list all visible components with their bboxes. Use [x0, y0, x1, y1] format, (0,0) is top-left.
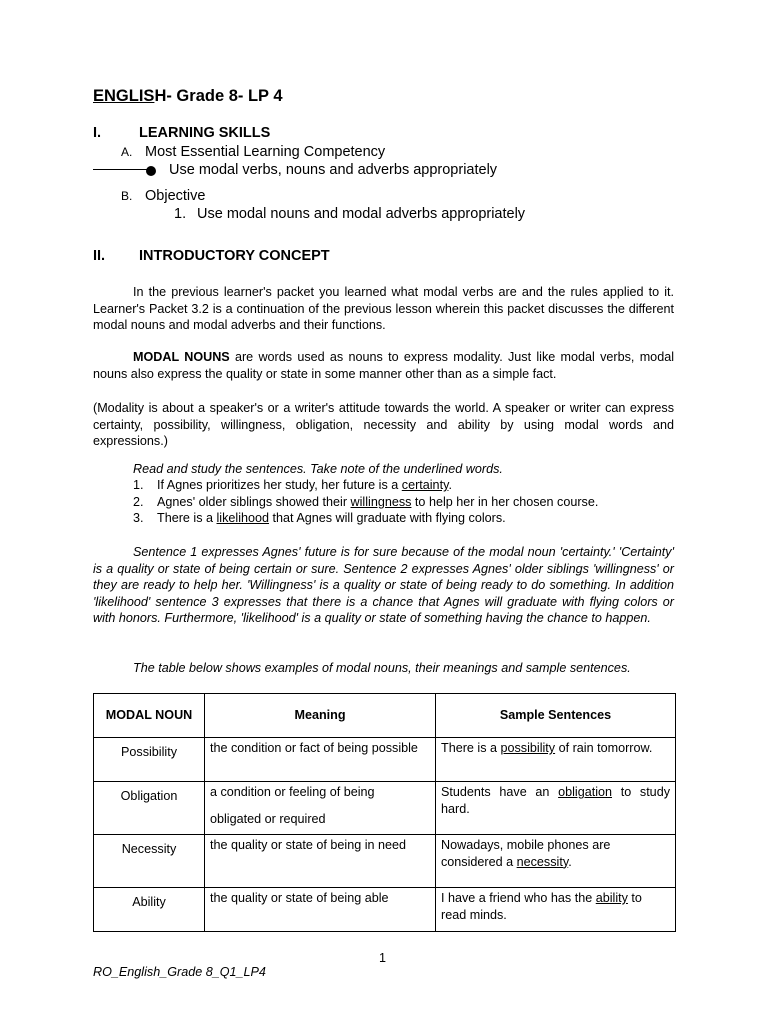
list-item: 2. Agnes' older siblings showed their willingness to help her in her chosen course. — [133, 494, 599, 509]
modal-nouns-table — [93, 693, 676, 932]
table-intro-text: The table below shows examples of modal nouns, their meanings and sample sentences. — [133, 661, 631, 675]
table-row: Obligation a condition or feeling of being obligated or required Students have an obligation to study hard. — [94, 782, 676, 835]
table-row: Possibility the condition or fact of being possible There is a possibility of rain tomorrow. — [94, 738, 676, 782]
competency-bullet-text: Use modal verbs, nouns and adverbs appropriately — [169, 162, 498, 178]
column-header-modal-noun: MODAL NOUN — [94, 694, 205, 738]
document-title: ENGLISH- Grade 8- LP 4 — [93, 87, 283, 105]
section-learning-skills-heading: I. LEARNING SKILLS — [93, 125, 271, 141]
table-row: Necessity the quality or state of being in need Nowadays, mobile phones are considered a necessity. — [94, 835, 676, 888]
list-item: 1. If Agnes prioritizes her study, her future is a certainty. — [133, 478, 452, 492]
column-header-sample-sentences: Sample Sentences — [436, 694, 676, 738]
competency-line: A. Most Essential Learning Competency — [121, 144, 386, 160]
footer-code: RO_English_Grade 8_Q1_LP4 — [93, 965, 266, 979]
modal-nouns-paragraph: MODAL NOUNS are words used as nouns to express modality. Just like modal verbs, modal nouns also express the quality or state in some manner other than as a simple fact. — [93, 350, 674, 381]
example-sentences-list — [93, 477, 674, 527]
objective-item: 1. Use modal nouns and modal adverbs appropriately — [174, 206, 526, 222]
objective-line: B. Objective — [121, 188, 206, 204]
section-introductory-concept-heading: II. INTRODUCTORY CONCEPT — [93, 248, 330, 264]
modality-paragraph: (Modality is about a speaker's or a writer's attitude towards the world. A speaker or writer can express certainty, possibility, willingness, obligation, necessity and ability by using modal words and expressions.) — [93, 401, 674, 449]
intro-paragraph: In the previous learner's packet you learned what modal verbs are and the rules applied to it. Learner's Packet 3.2 is a continuation of the previous lesson wherein this packet discusses the different modal nouns and modal adverbs and their functions. — [93, 285, 674, 333]
list-item: 3. There is a likelihood that Agnes will graduate with flying colors. — [133, 511, 506, 526]
explanation-paragraph: Sentence 1 expresses Agnes' future is for sure because of the modal noun 'certainty.' 'Certainty' is a quality or state of being certain or sure. Sentence 2 expresses Agnes' older siblings 'willingness' or they are ready to help her. 'Willingness' is a quality or state of being ready to do something. In addition 'likelihood' sentence 3 expresses that there is a chance that Agnes will graduate with flying colors or with honors. Furthermore, 'likelihood' is a quality or state of something having the chance to happen. — [93, 545, 674, 626]
table-row: Ability the quality or state of being able I have a friend who has the ability to read minds. — [94, 888, 676, 932]
page-number: 1 — [379, 951, 387, 965]
instruction-text: Read and study the sentences. Take note of the underlined words. — [133, 462, 503, 476]
column-header-meaning: Meaning — [205, 694, 436, 738]
table-header-row — [94, 694, 676, 738]
bullet-dot-icon — [146, 166, 156, 176]
bullet-dash-line — [93, 169, 150, 170]
